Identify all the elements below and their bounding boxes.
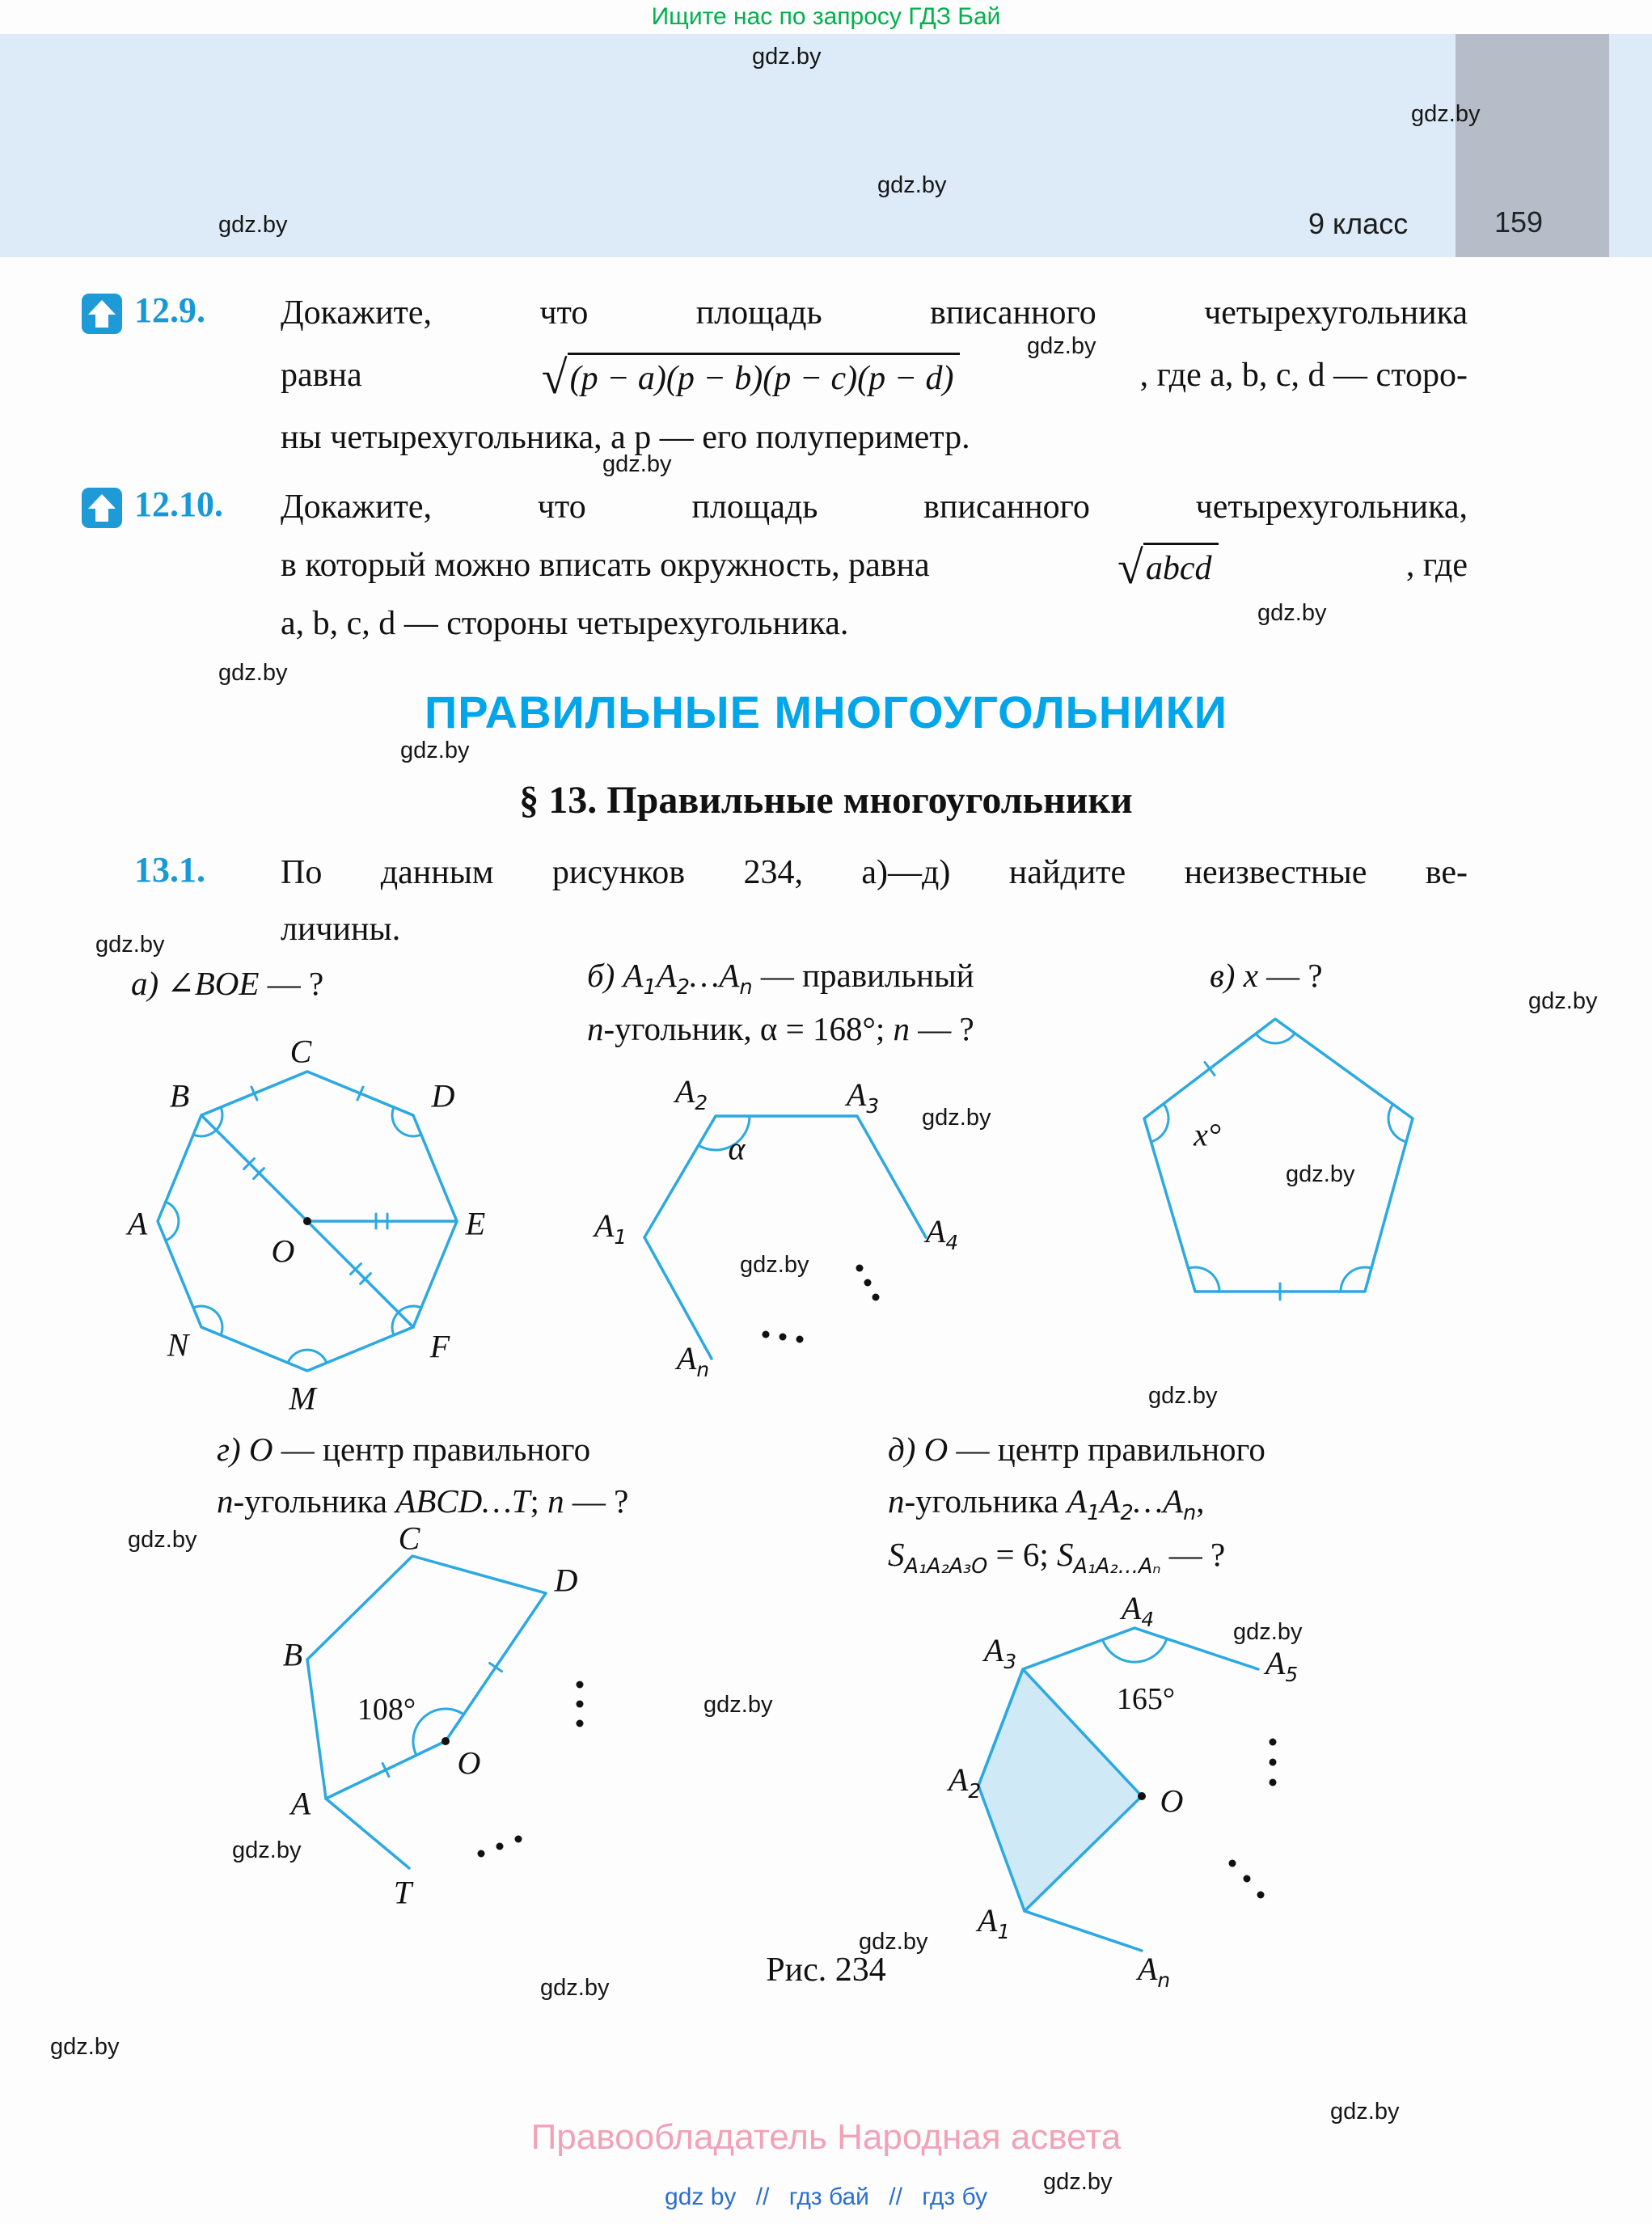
gdz-bookmark-icon [81, 293, 123, 335]
watermark: gdz.by [752, 44, 822, 70]
problem-13-1 [281, 844, 1468, 958]
angle-108-arc [413, 1709, 463, 1755]
problem-12-10-line2-post: , где [1405, 547, 1468, 584]
center-label-O: O [457, 1744, 481, 1782]
problem-12-9-line3: ны четырехугольника, а p — его полупериметр. [281, 419, 970, 456]
center-label-O: O [1160, 1782, 1184, 1820]
pentagon-outline [1144, 1019, 1413, 1292]
radius-OB [201, 1115, 307, 1221]
watermark: gdz.by [1043, 2169, 1113, 2195]
center-point-O [442, 1737, 450, 1745]
vertex-label-An: $A_n$ [676, 1340, 710, 1381]
vertex-label-A4: $A_4$ [1121, 1590, 1155, 1631]
problem-13-1-line2: личины. [281, 911, 401, 948]
vertex-label-A: A [127, 1205, 148, 1242]
vertex-label-B: B [282, 1636, 303, 1673]
footer-link-2[interactable]: гдз бай [788, 2184, 869, 2210]
problem-12-9-line2-pre: равна [281, 357, 362, 394]
problem-number-12-9: 12.9. [134, 290, 205, 330]
watermark: gdz.by [1286, 1161, 1355, 1187]
watermark: gdz.by [540, 1975, 610, 2001]
sqrt-formula-p-abcd [541, 350, 961, 404]
vertex-label-C: C [289, 1033, 312, 1070]
problem-12-9-line2-post: , где a, b, c, d — сторо- [1139, 357, 1468, 394]
problem-12-10-line2 [281, 535, 1468, 595]
footer-link-1[interactable]: gdz by [665, 2184, 737, 2210]
problem-13-1-line1: По данным рисунков 234, а)—д) найдите неизвестные ве- [281, 854, 1468, 891]
vertex-label-M: M [289, 1380, 316, 1417]
figure-d-label-line1: д) O — центр правильного [888, 1431, 1265, 1468]
watermark: gdz.by [1257, 600, 1327, 626]
figure-d-label-line3: $S_{A_1A_2A_3O} = 6$; $S_{A_1A_2\dots A_n}$ — ? [888, 1536, 1226, 1579]
watermark: gdz.by [1330, 2099, 1400, 2125]
figure-a [121, 1015, 493, 1419]
watermark: gdz.by [1411, 101, 1481, 127]
figure-g-label-line2: n-угольника ABCD…T; n — ? [217, 1482, 629, 1520]
vertex-label-E: E [465, 1205, 486, 1242]
continuation-dots [478, 1681, 584, 1858]
problem-12-9-line2 [281, 341, 1468, 409]
polygon-edges [644, 1116, 926, 1237]
angle-165-label: 165° [1116, 1682, 1176, 1716]
watermark: gdz.by [1148, 1383, 1218, 1409]
vertex-label-A1: $A_1$ [977, 1902, 1011, 1943]
vertex-label-D: D [431, 1077, 455, 1114]
sqrt-formula-abcd [1118, 540, 1219, 594]
gdz-bookmark-icon [81, 487, 123, 529]
grade-label: 9 класс [1308, 207, 1409, 240]
center-label-O: O [271, 1233, 295, 1270]
watermark: gdz.by [859, 1929, 928, 1955]
watermark: gdz.by [922, 1105, 991, 1131]
gdz-bookmark-icon-svg [81, 293, 123, 335]
watermark: gdz.by [877, 172, 947, 198]
copyright-line: Правообладатель Народная асвета [530, 2117, 1122, 2157]
vertex-label-A4: $A_4$ [925, 1213, 959, 1254]
section-subtitle: § 13. Правильные многоугольники [519, 779, 1133, 822]
watermark: gdz.by [218, 660, 288, 686]
watermark: gdz.by [1528, 988, 1598, 1014]
problem-number-13-1: 13.1. [134, 850, 205, 890]
vertex-label-A3: $A_3$ [983, 1632, 1017, 1673]
figure-a-label: а) ∠BOE — ? [131, 965, 324, 1002]
watermark: gdz.by [95, 932, 165, 958]
problem-number-12-10: 12.10. [134, 484, 223, 524]
vertex-label-A: A [290, 1785, 311, 1822]
page-number: 159 [1494, 205, 1544, 239]
x-angle-label: x° [1194, 1116, 1221, 1153]
vertex-label-A2: $A_2$ [948, 1761, 982, 1803]
figure-b [578, 1068, 966, 1391]
figure-b-label-line1: б) $A_1A_2\dots A_n$ — правильный [587, 957, 974, 1000]
gdz-bookmark-icon-svg [81, 487, 123, 529]
watermark: gdz.by [128, 1527, 197, 1553]
watermark: gdz.by [1233, 1619, 1303, 1645]
center-point-O [303, 1217, 311, 1225]
watermark: gdz.by [218, 212, 288, 238]
problem-12-10-line3: a, b, c, d — стороны четырехугольника. [281, 605, 849, 642]
vertex-label-An: $A_n$ [1137, 1951, 1171, 1992]
watermark: gdz.by [1027, 333, 1096, 359]
page-number-box [1456, 34, 1609, 257]
problem-12-9 [281, 285, 1468, 466]
vertex-label-C: C [398, 1520, 420, 1557]
watermark: gdz.by [232, 1837, 302, 1863]
vertex-label-D: D [554, 1562, 578, 1599]
figure-caption: Рис. 234 [766, 1951, 886, 1989]
radicand: abcd [1143, 543, 1219, 589]
vertex-label-N: N [167, 1326, 189, 1364]
angle-108-label: 108° [357, 1693, 416, 1727]
vertex-label-T: T [393, 1874, 412, 1911]
section-title: ПРАВИЛЬНЫЕ МНОГОУГОЛЬНИКИ [424, 687, 1228, 738]
figure-v-label: в) x — ? [1210, 957, 1323, 994]
vertex-label-A2: $A_2$ [674, 1073, 708, 1114]
vertex-label-A5: $A_5$ [1265, 1645, 1299, 1686]
footer-separator: // [889, 2184, 902, 2210]
watermark: gdz.by [703, 1692, 773, 1718]
alpha-angle-label: α [728, 1130, 746, 1167]
figure-b-svg [578, 1068, 966, 1391]
angle-165-arc [1103, 1638, 1167, 1662]
radicand: (p − a)(p − b)(p − c)(p − d) [568, 353, 961, 399]
vertex-label-F: F [429, 1328, 450, 1365]
radical-sign: √ [541, 350, 568, 404]
radical-sign: √ [1118, 540, 1143, 594]
vertex-label-B: B [169, 1077, 190, 1114]
continuation-dots [1229, 1739, 1277, 1899]
footer-link-3[interactable]: гдз бу [922, 2184, 987, 2210]
watermark: gdz.by [50, 2034, 120, 2060]
watermark: gdz.by [400, 738, 470, 763]
edge-A-B [307, 1660, 326, 1799]
figure-d [942, 1590, 1330, 2010]
problem-12-10-line2-pre: в который можно вписать окружность, равна [281, 547, 930, 584]
figure-b-label-line2: n-угольник, α = 168°; n — ? [587, 1010, 974, 1047]
vertex-label-A1: $A_1$ [594, 1207, 627, 1249]
figure-d-label-line2: n-угольника $A_1A_2\dots A_n$, [888, 1482, 1205, 1525]
edge-A1-An [1025, 1911, 1142, 1951]
footer-links [0, 2184, 1652, 2211]
problem-12-9-line1: Докажите, что площадь вписанного четырехугольника [281, 294, 1468, 332]
footer-separator: // [755, 2184, 770, 2210]
figure-g [267, 1520, 631, 1915]
watermark: gdz.by [602, 451, 672, 477]
top-banner: Ищите нас по запросу ГДЗ Бай [651, 3, 1001, 30]
figure-g-label-line1: г) O — центр правильного [217, 1431, 591, 1468]
center-point-O [1138, 1792, 1146, 1800]
watermark: gdz.by [740, 1252, 809, 1278]
radius-OF [307, 1221, 413, 1327]
vertex-label-A3: $A_3$ [846, 1076, 880, 1118]
problem-12-10-line1: Докажите, что площадь вписанного четырехугольника, [281, 488, 1468, 526]
edge-A-T [326, 1799, 409, 1868]
